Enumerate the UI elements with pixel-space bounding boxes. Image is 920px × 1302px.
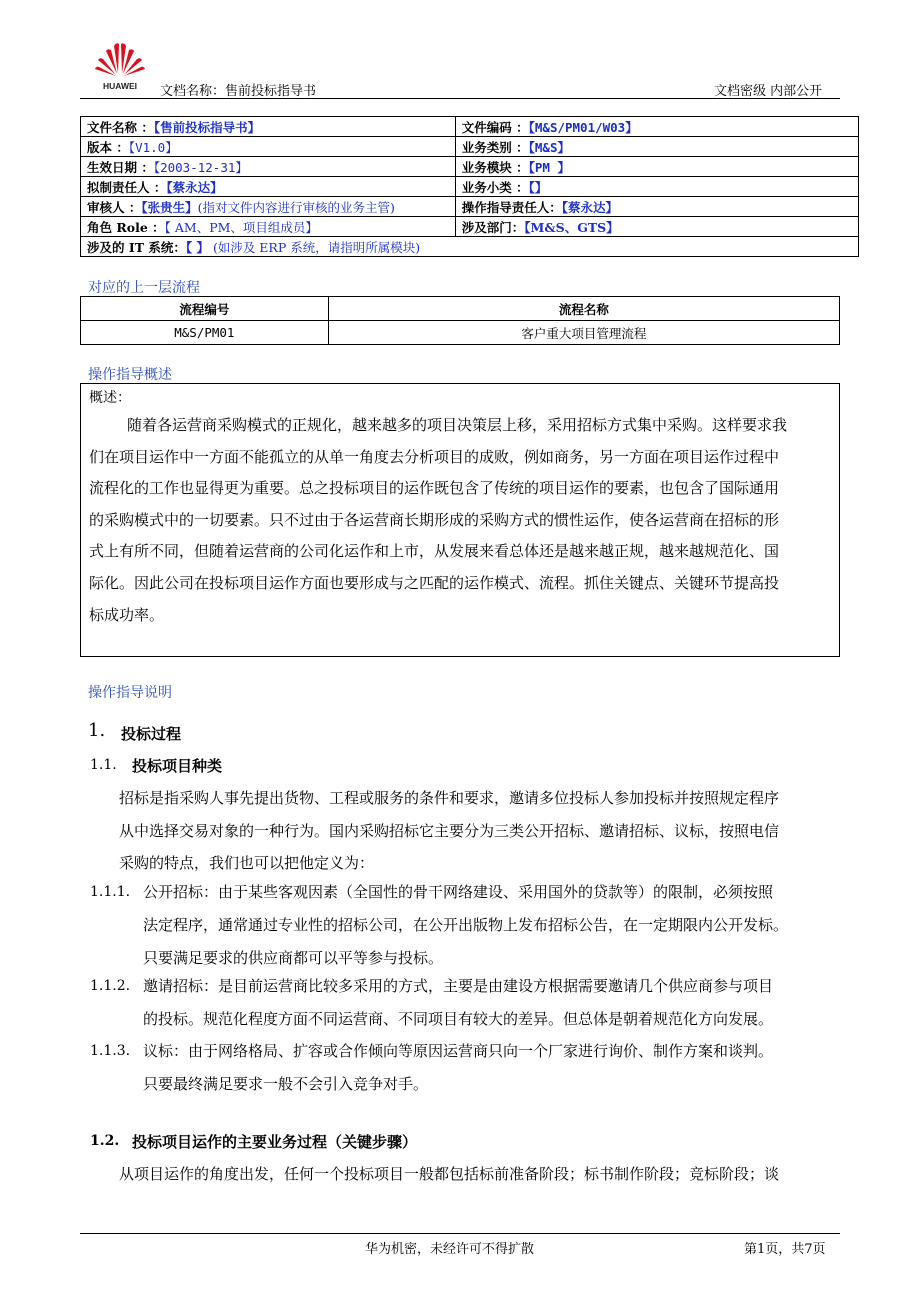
- svg-text:HUAWEI: HUAWEI: [103, 81, 137, 91]
- info-cell: 拟制责任人 ：【蔡永达】: [81, 177, 456, 197]
- overview-label: 概述：: [89, 390, 131, 406]
- footer-rule: [80, 1233, 840, 1234]
- guide-title: 操作指导说明: [88, 685, 172, 701]
- column-header: 流程编号: [81, 297, 329, 321]
- item-line: 议标：由于网络格局、扩容或合作倾向等原因运营商只向一个厂家进行询价、制作方案和谈判。: [143, 1042, 774, 1060]
- table-row: [81, 137, 859, 157]
- info-cell: 业务小类 ：【】: [455, 177, 858, 197]
- overview-line: 们在项目运作中一方面不能孤立的从单一角度去分析项目的成败，例如商务，另一方面在项目运作过程中: [89, 447, 780, 466]
- info-cell: 角色 Role ：【 AM、PM、项目组成员】: [81, 217, 456, 237]
- heading-1-1-number: 1.1.: [90, 757, 117, 773]
- heading-1-1-text: 投标项目种类: [132, 757, 223, 775]
- item-number: 1.1.2.: [90, 978, 131, 994]
- overview-title: 操作指导概述: [88, 367, 172, 383]
- list-item: [143, 970, 843, 1036]
- intro-line: 采购的特点，我们也可以把他定义为：: [119, 854, 375, 872]
- overview-line: 随着各运营商采购模式的正规化，越来越多的项目决策层上移，采用招标方式集中采购。这样要求我: [127, 416, 788, 434]
- header-rule: [80, 98, 840, 99]
- document-info-table: [80, 116, 859, 257]
- huawei-logo-icon: [92, 40, 148, 92]
- heading-1-text: 投标过程: [121, 725, 182, 743]
- footer-confidential: 华为机密，未经许可不得扩散: [365, 1242, 535, 1257]
- info-cell: 业务模块 ：【PM 】: [455, 157, 858, 177]
- overview-paragraph: [89, 410, 841, 631]
- doc-classification: 文档密级 内部公开: [714, 84, 823, 99]
- footer-page-number: 第1页，共7页: [744, 1242, 826, 1257]
- info-cell: 审核人 ：【张贵生】(指对文件内容进行审核的业务主管): [81, 197, 456, 217]
- intro-paragraph: [119, 782, 849, 880]
- intro-line: 从中选择交易对象的一种行为。国内采购招标它主要分为三类公开招标、邀请招标、议标，按照电信: [119, 821, 780, 840]
- list-item: [143, 1035, 843, 1101]
- table-row: [81, 157, 859, 177]
- column-header: 流程名称: [328, 297, 839, 321]
- info-cell: 涉及的 IT 系统：【 】 (如涉及 ERP 系统，请指明所属模块): [81, 237, 859, 257]
- process-line: 从项目运作的角度出发，任何一个投标项目一般都包括标前准备阶段；标书制作阶段；竞标阶段；谈: [119, 1165, 780, 1183]
- item-line: 邀请招标：是目前运营商比较多采用的方式，主要是由建设方根据需要邀请几个供应商参与项目: [143, 977, 774, 995]
- item-line: 法定程序，通常通过专业性的招标公司，在公开出版物上发布招标公告，在一定期限内公开发标。: [143, 916, 789, 934]
- table-row: [81, 197, 859, 217]
- table-row: [81, 177, 859, 197]
- table-row: [81, 321, 840, 345]
- heading-1-2-number: 1.2.: [90, 1133, 120, 1149]
- table-row: [81, 237, 859, 257]
- item-line: 只要满足要求的供应商都可以平等参与投标。: [143, 949, 444, 967]
- upper-flow-title: 对应的上一层流程: [88, 280, 200, 296]
- table-cell: 客户重大项目管理流程: [328, 321, 839, 345]
- item-line: 公开招标：由于某些客观因素（全国性的骨干网络建设、采用国外的贷款等）的限制，必须按照: [143, 883, 774, 901]
- huawei-logo: [92, 40, 148, 92]
- overview-line: 标成功率。: [89, 605, 165, 624]
- info-cell: 业务类别 ：【M&S】: [455, 137, 858, 157]
- item-line: 的投标。规范化程度方面不同运营商、不同项目有较大的差异。但总体是朝着规范化方向发展。: [143, 1010, 774, 1028]
- info-cell: 生效日期 ：【2003-12-31】: [81, 157, 456, 177]
- table-header-row: [81, 297, 840, 321]
- overview-line: 式上有所不同，但随着运营商的公司化运作和上市，从发展来看总体还是越来越正规，越来越规范化、国: [89, 542, 780, 561]
- overview-line: 际化。因此公司在投标项目运作方面也要形成与之匹配的运作模式、流程。抓住关键点、关键环节提高投: [89, 573, 780, 592]
- item-line: 只要最终满足要求一般不会引入竞争对手。: [143, 1075, 429, 1093]
- info-cell: 操作指导责任人：【蔡永达】: [455, 197, 858, 217]
- info-cell: 版本 ：【V1.0】: [81, 137, 456, 157]
- info-cell: 文件编码 ：【M&S/PM01/W03】: [455, 117, 858, 137]
- intro-line: 招标是指采购人事先提出货物、工程或服务的条件和要求，邀请多位投标人参加投标并按照规定程序: [119, 789, 780, 807]
- table-row: [81, 117, 859, 137]
- upper-flow-table: [80, 296, 840, 345]
- overview-line: 的采购模式中的一切要素。只不过由于各运营商长期形成的采购方式的惯性运作，使各运营商在招标的形: [89, 510, 780, 529]
- table-row: [81, 217, 859, 237]
- doc-name: 文档名称：售前投标指导书: [160, 84, 317, 99]
- overview-box: [80, 383, 840, 657]
- info-cell: 文件名称 ：【售前投标指导书】: [81, 117, 456, 137]
- heading-1-2-text: 投标项目运作的主要业务过程（关键步骤）: [132, 1133, 418, 1151]
- item-number: 1.1.1.: [90, 884, 131, 900]
- overview-line: 流程化的工作也显得更为重要。总之投标项目的运作既包含了传统的项目运作的要素，也包含了国际通用: [89, 479, 780, 498]
- item-number: 1.1.3.: [90, 1043, 131, 1059]
- info-cell: 涉及部门：【M&S、GTS】: [455, 217, 858, 237]
- table-cell: M&S/PM01: [81, 321, 329, 345]
- heading-1-number: 1.: [88, 720, 106, 741]
- list-item: [143, 876, 843, 975]
